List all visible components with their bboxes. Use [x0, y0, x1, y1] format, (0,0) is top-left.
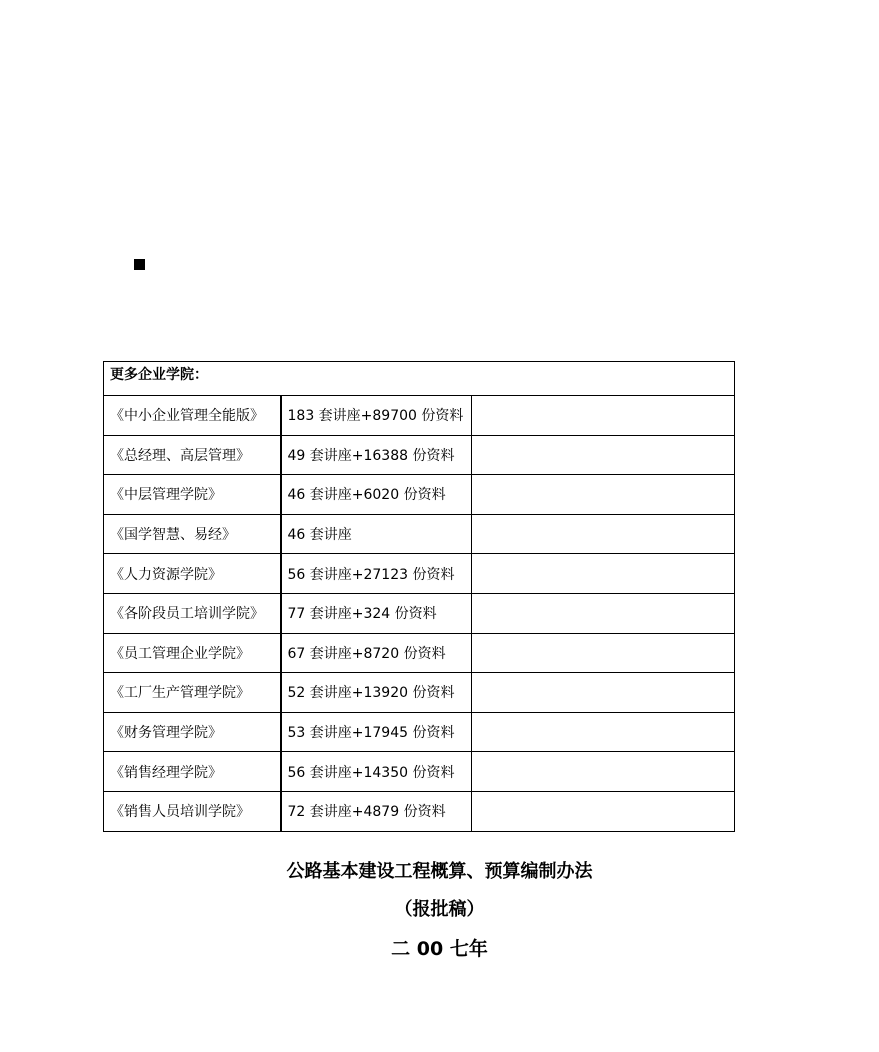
course-detail-cell: 56 套讲座+27123 份资料 — [281, 554, 472, 594]
course-name-cell: 《员工管理企业学院》 — [104, 633, 281, 673]
table-row — [104, 593, 735, 633]
course-name-cell: 《财务管理学院》 — [104, 712, 281, 752]
course-extra-cell — [472, 396, 735, 436]
course-detail-cell: 53 套讲座+17945 份资料 — [281, 712, 472, 752]
course-name-cell: 《总经理、高层管理》 — [104, 435, 281, 475]
course-extra-cell — [472, 791, 735, 831]
course-extra-cell — [472, 554, 735, 594]
course-name-cell: 《工厂生产管理学院》 — [104, 673, 281, 713]
course-detail-cell: 46 套讲座 — [281, 514, 472, 554]
course-name-cell: 《中层管理学院》 — [104, 475, 281, 515]
table-row — [104, 435, 735, 475]
course-detail-cell: 46 套讲座+6020 份资料 — [281, 475, 472, 515]
course-table — [103, 361, 735, 832]
course-name-cell: 《各阶段员工培训学院》 — [104, 593, 281, 633]
course-name-cell: 《人力资源学院》 — [104, 554, 281, 594]
bullet-square-icon — [134, 259, 145, 270]
course-extra-cell — [472, 673, 735, 713]
table-row — [104, 633, 735, 673]
course-extra-cell — [472, 593, 735, 633]
document-year: 二 00 七年 — [391, 938, 488, 960]
course-extra-cell — [472, 633, 735, 673]
course-detail-cell: 183 套讲座+89700 份资料 — [281, 396, 472, 436]
course-detail-cell: 72 套讲座+4879 份资料 — [281, 791, 472, 831]
course-extra-cell — [472, 475, 735, 515]
course-detail-cell: 49 套讲座+16388 份资料 — [281, 435, 472, 475]
table-row — [104, 673, 735, 713]
table-row — [104, 791, 735, 831]
table-header: 更多企业学院： — [104, 362, 735, 396]
table-row — [104, 475, 735, 515]
course-extra-cell — [472, 752, 735, 792]
table-row — [104, 752, 735, 792]
course-name-cell: 《销售经理学院》 — [104, 752, 281, 792]
course-name-cell: 《销售人员培训学院》 — [104, 791, 281, 831]
table-row — [104, 514, 735, 554]
course-detail-cell: 77 套讲座+324 份资料 — [281, 593, 472, 633]
document-title: 公路基本建设工程概算、预算编制办法 — [286, 861, 593, 882]
course-extra-cell — [472, 435, 735, 475]
course-name-cell: 《中小企业管理全能版》 — [104, 396, 281, 436]
course-extra-cell — [472, 514, 735, 554]
course-detail-cell: 52 套讲座+13920 份资料 — [281, 673, 472, 713]
table-row — [104, 554, 735, 594]
table-row — [104, 396, 735, 436]
course-extra-cell — [472, 712, 735, 752]
table-row — [104, 712, 735, 752]
course-detail-cell: 67 套讲座+8720 份资料 — [281, 633, 472, 673]
course-name-cell: 《国学智慧、易经》 — [104, 514, 281, 554]
course-detail-cell: 56 套讲座+14350 份资料 — [281, 752, 472, 792]
document-subtitle: （报批稿） — [394, 899, 485, 920]
